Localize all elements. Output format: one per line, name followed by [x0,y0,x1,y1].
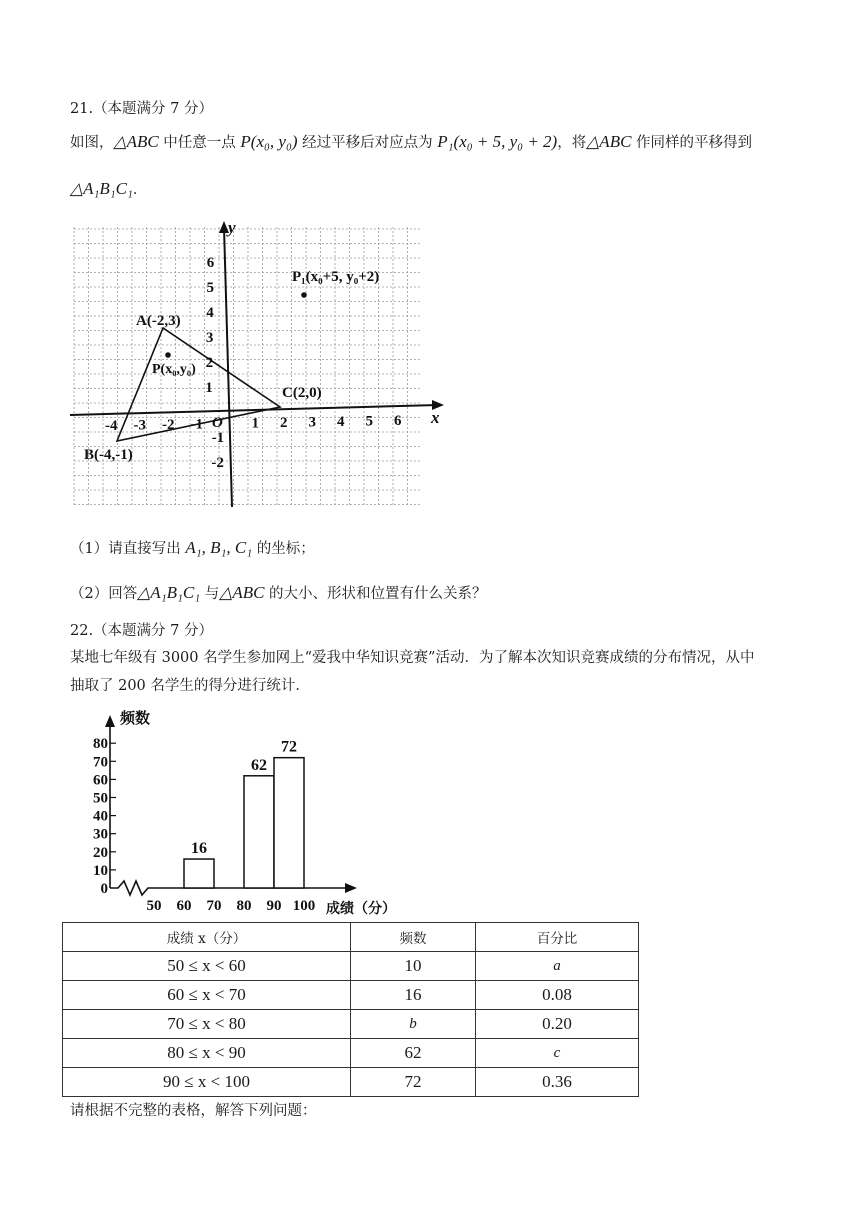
table-header-cell: 成绩 x（分） [63,923,351,952]
x-tick-label: 1 [251,415,259,432]
q22-header: 22.（本题满分 7 分） [70,623,214,639]
hist-y-tick-label: 80 [93,736,108,753]
x-tick-label: 4 [337,414,345,430]
x-tick-label: 2 [280,415,288,431]
q21-sub1-a: （1）请直接写出 [70,541,186,557]
q21-intro-d: ，将 [557,135,587,151]
q21-sub2-tri-abc: △ABC [219,583,265,602]
q21-coordinate-figure [60,215,460,515]
q21-intro-b: 中任意一点 [158,135,241,151]
point-p1-dot [301,292,307,298]
hist-y-label: 频数 [120,709,151,727]
y-tick-label: 5 [206,280,214,296]
q21-intro-e: 作同样的平移得到 [631,135,753,151]
label-p1: P₁(x₀+5, y₀+2) [292,269,380,285]
q22-text-line1: 某地七年级有 3000 名学生参加网上“爱我中华知识竞赛”活动．为了解本次知识竞赛成绩的分布情况，从中 [70,650,755,666]
x-axis-label: x [431,408,440,427]
x-tick-label: 5 [365,413,373,430]
x-tick-labels [105,413,402,434]
y-tick-label: 1 [205,380,213,396]
y-tick-label: -2 [211,455,224,471]
hist-y-tick-label: 60 [93,772,108,789]
hist-y-tick-label: 30 [93,826,108,843]
table-cell-freq: 72 [351,1068,476,1097]
q21-intro-line2 [70,179,147,200]
table-cell-freq: b [351,1010,476,1039]
hist-bar [274,758,304,888]
y-axis-label: y [228,218,236,237]
table-row [63,1010,639,1039]
q21-sub2-c: 的大小、形状和位置有什么关系？ [264,586,487,602]
q22-text-line2: 抽取了 200 名学生的得分进行统计． [70,678,310,694]
hist-x-tick-label: 90 [266,898,282,914]
table-cell-pct: 0.20 [476,1010,639,1039]
x-tick-label: -4 [105,418,118,434]
q21-period: ． [132,182,148,198]
table-row [63,1039,639,1068]
frequency-table [62,922,639,1097]
y-tick-label: 6 [206,255,215,271]
q21-point-p1: P₁(x₀ + 5, y₀ + 2) [437,132,558,151]
x-axis [70,405,438,415]
hist-bar-label: 16 [191,840,207,858]
q21-sub2 [70,583,487,604]
label-a: A(-2,3) [136,313,181,329]
x-tick-label: -2 [162,417,175,433]
hist-bar [244,776,274,888]
table-cell-pct: c [476,1039,639,1068]
table-row [63,952,639,981]
table-header-cell: 频数 [351,923,476,952]
q21-tri-abc: △ABC [113,132,159,151]
y-tick-label: 4 [206,305,214,321]
q21-intro-a: 如图， [70,135,114,151]
hist-x-tick-label: 80 [236,898,252,914]
point-p-dot [165,352,171,358]
hist-x-arrow [345,883,357,893]
hist-bar-label: 72 [281,738,297,756]
table-cell-range: 80 ≤ x < 90 [63,1039,351,1068]
q21-intro [70,132,752,153]
y-axis [224,227,232,507]
x-tick-label: 3 [308,414,316,431]
table-cell-range: 70 ≤ x < 80 [63,1010,351,1039]
hist-y-tick-label: 0 [100,881,108,897]
table-cell-pct: 0.08 [476,981,639,1010]
label-p: P(x₀,y₀) [152,362,196,377]
q22-histogram [70,705,430,925]
table-cell-range: 60 ≤ x < 70 [63,981,351,1010]
table-header-row [63,923,639,952]
q21-sub2-b: 与 [200,586,220,602]
q21-point-p: P(x₀, y₀) [240,132,298,151]
hist-y-tick-label: 10 [93,862,108,879]
label-b: B(-4,-1) [84,447,133,463]
hist-y-arrow [105,715,115,727]
hist-x-tick-label: 100 [292,898,316,914]
table-cell-pct: a [476,952,639,981]
y-tick-label: -1 [211,430,225,446]
hist-x-ticks [147,898,316,914]
q21-header: 21.（本题满分 7 分） [70,101,214,117]
q21-intro-c: 经过平移后对应点为 [297,135,438,151]
hist-x-tick-label: 70 [206,898,222,914]
table-cell-range: 50 ≤ x < 60 [63,952,351,981]
q21-tri-abc-2: △ABC [586,132,632,151]
table-row [63,1068,639,1097]
hist-y-tick-label: 50 [93,790,108,807]
table-cell-freq: 62 [351,1039,476,1068]
hist-x-tick-label: 50 [146,898,162,914]
table-header-cell: 百分比 [476,923,639,952]
q21-sub1-points: A₁, B₁, C₁ [185,538,253,557]
hist-x-label: 成绩（分） [326,901,396,917]
hist-y-tick-label: 70 [93,754,108,771]
hist-bar-label: 62 [251,756,267,774]
hist-bars [184,739,304,888]
x-tick-label: 6 [394,413,402,429]
table-cell-freq: 10 [351,952,476,981]
hist-x-axis [110,881,350,895]
table-cell-freq: 16 [351,981,476,1010]
label-c: C(2,0) [282,385,322,401]
q21-sub2-tri-a1b1c1: △A₁B₁C₁ [137,583,201,602]
hist-y-ticks [93,736,116,897]
origin-label: O [212,415,223,431]
q21-tri-a1b1c1: △A₁B₁C₁ [70,179,133,198]
q21-sub1-b: 的坐标； [252,541,315,557]
table-cell-pct: 0.36 [476,1068,639,1097]
q21-sub2-a: （2）回答 [70,586,138,602]
hist-y-tick-label: 20 [93,844,108,861]
x-tick-label: -3 [133,417,146,434]
table-cell-range: 90 ≤ x < 100 [63,1068,351,1097]
hist-x-tick-label: 60 [176,898,192,914]
q21-sub1 [70,538,315,559]
hist-y-tick-label: 40 [93,808,108,825]
y-tick-label: 3 [205,330,214,346]
x-tick-label: -1 [190,416,203,433]
q22-footer: 请根据不完整的表格，解答下列问题： [70,1103,317,1119]
hist-bar [184,859,214,888]
table-row [63,981,639,1010]
y-tick-label: 2 [205,355,214,371]
